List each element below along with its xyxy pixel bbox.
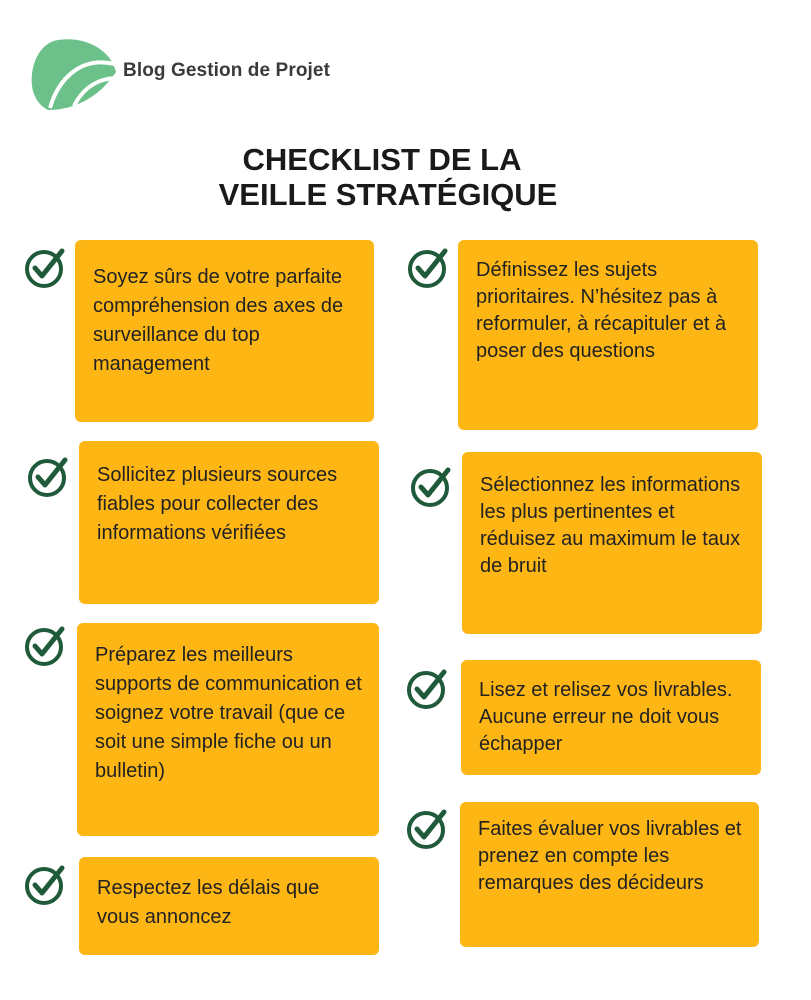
card-text: Préparez les meilleurs supports de communication et soignez votre travail (que ce soit une simple fiche ou un bulletin) (95, 644, 362, 782)
card-text: Lisez et relisez vos livrables. Aucune erreur ne doit vous échapper (479, 679, 733, 755)
check-icon (404, 808, 448, 852)
checklist-card-left-1 (75, 240, 374, 422)
check-icon (408, 466, 452, 510)
card-text: Sélectionnez les informations les plus pertinentes et réduisez au maximum le taux de bruit (480, 474, 741, 577)
check-icon (404, 668, 448, 712)
checklist-card-left-4 (79, 857, 379, 955)
check-icon (22, 247, 66, 291)
card-text: Respectez les délais que vous annoncez (97, 877, 320, 928)
brand-name: Blog Gestion de Projet (123, 60, 330, 81)
check-icon (22, 625, 66, 669)
checklist-card-right-3 (461, 660, 761, 775)
check-icon (22, 864, 66, 908)
page-title-line1: CHECKLIST DE LA (242, 142, 522, 177)
card-text: Soyez sûrs de votre parfaite compréhension des axes de surveillance du top management (93, 266, 344, 375)
check-icon (405, 247, 449, 291)
check-icon (25, 456, 69, 500)
page-title-line2: VEILLE STRATÉGIQUE (218, 177, 558, 212)
checklist-card-left-2 (79, 441, 379, 604)
checklist-card-right-2 (462, 452, 762, 634)
card-text: Faites évaluer vos livrables et prenez en compte les remarques des décideurs (478, 818, 742, 894)
checklist-card-right-4 (460, 802, 759, 947)
blog-logo-icon (28, 34, 120, 112)
checklist-card-right-1 (458, 240, 758, 430)
checklist-card-left-3 (77, 623, 379, 836)
card-text: Définissez les sujets prioritaires. N’hésitez pas à reformuler, à récapituler et à poser des questions (476, 259, 727, 362)
card-text: Sollicitez plusieurs sources fiables pour collecter des informations vérifiées (97, 464, 338, 544)
